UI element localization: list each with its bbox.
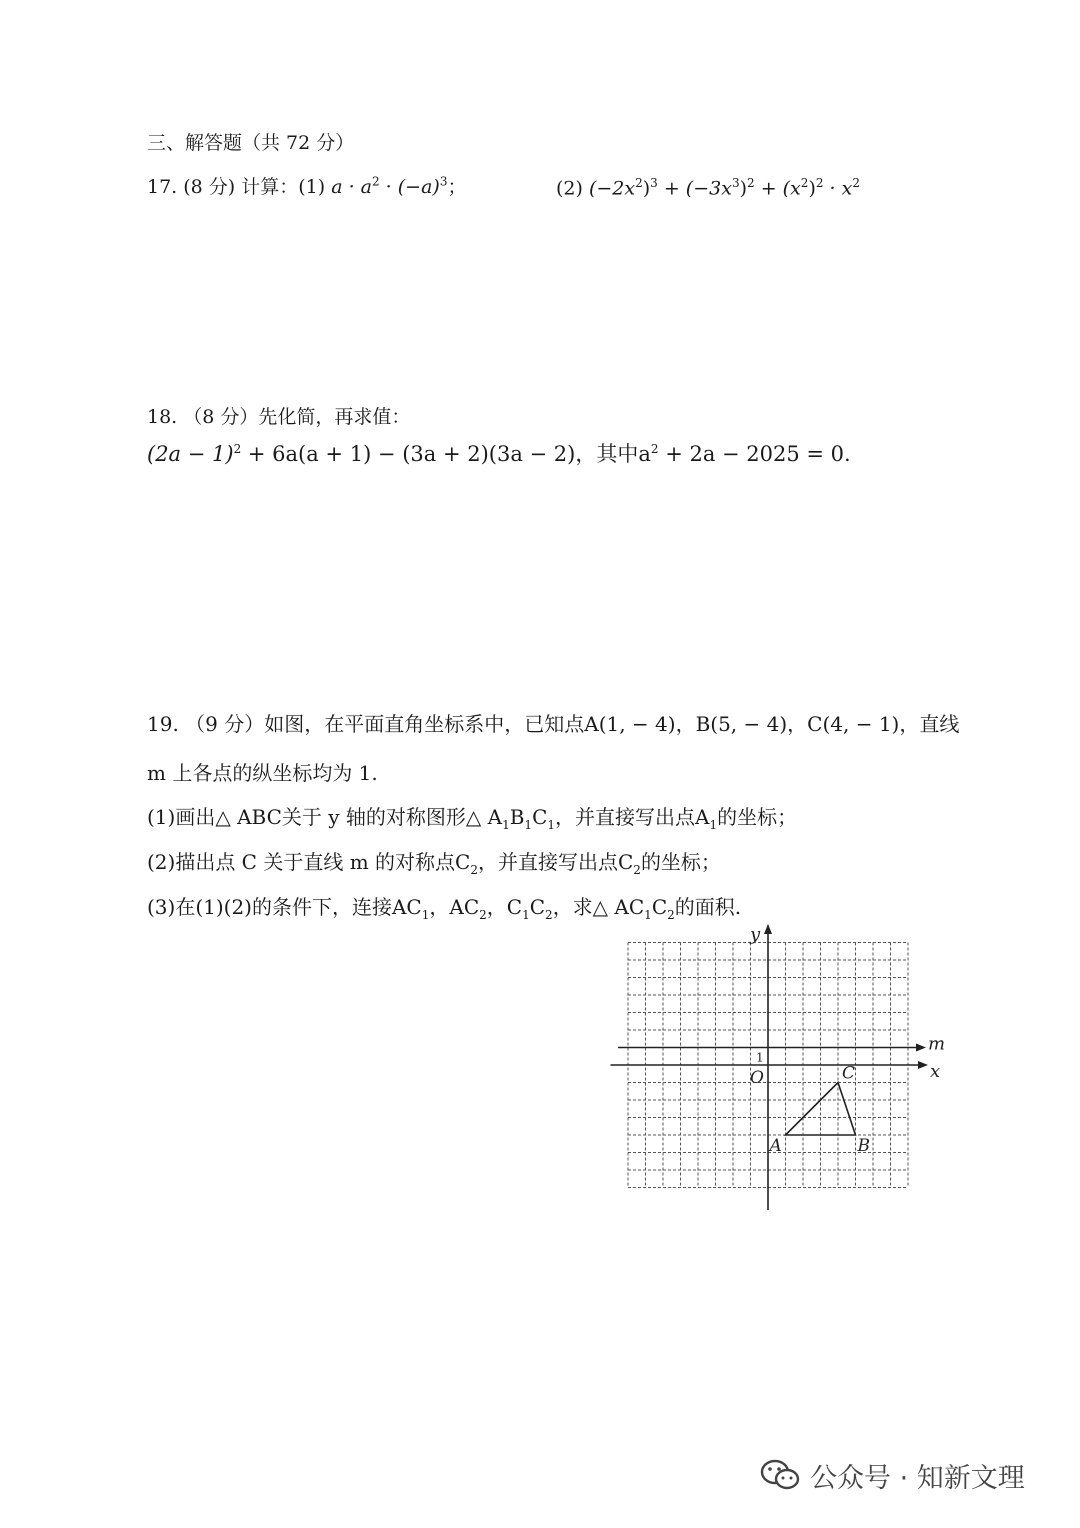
question-18-expression [147, 438, 851, 468]
question-19-sub1 [147, 801, 797, 832]
q17-term: ) [808, 177, 816, 200]
q18-expr: + 2a − 2025 = 0. [658, 442, 851, 466]
q19-sub: 2 [479, 908, 487, 922]
q17-exp: 3 [439, 174, 448, 189]
q19-text: C [529, 895, 546, 919]
q17-exp: 2 [747, 176, 755, 190]
q19-text: ，AC [429, 895, 480, 919]
q19-text: ，C [486, 895, 523, 919]
q17-exp: 2 [635, 176, 643, 190]
q19-sub: 1 [644, 908, 652, 922]
q19-text: ，求△ AC [552, 895, 645, 919]
q17-term: · x [823, 177, 853, 200]
q19-sub: 1 [547, 818, 556, 832]
q19-text: (3)在(1)(2)的条件下，连接AC [147, 895, 422, 919]
q17-part2-label: (2) [556, 177, 583, 200]
q17-term: + (x [754, 177, 801, 200]
q17-term: + (−3x [657, 177, 732, 200]
q19-sub: 2 [545, 908, 553, 922]
coordinate-grid-figure [600, 920, 950, 1210]
q19-text: ，并直接写出点C [477, 850, 634, 874]
question-19-line1: 19. （9 分）如图，在平面直角坐标系中，已知点A(1, − 4)，B(5, − 4)，C(4, − 1)，直线 [147, 712, 960, 736]
y-axis-label: y [750, 924, 761, 945]
line-m-label: m [928, 1033, 946, 1055]
question-19-line2: m 上各点的纵坐标均为 1. [147, 761, 378, 785]
x-axis-label: x [930, 1061, 941, 1082]
q18-expr: + 6a(a + 1) − (3a + 2)(3a − 2)，其中a [241, 442, 651, 466]
q19-sub: 2 [667, 908, 675, 922]
q19-text: C [651, 895, 668, 919]
q17-exp: 2 [372, 174, 380, 189]
point-c-label: C [842, 1063, 856, 1084]
question-17-part1 [147, 172, 467, 199]
q17-expr: a · a [331, 176, 372, 198]
q17-exp: 3 [650, 176, 658, 190]
question-17-part2 [556, 176, 860, 199]
tick-label-1: 1 [756, 1050, 764, 1065]
q19-text: B [509, 805, 525, 829]
q17-term: (−2x [588, 177, 636, 200]
q17-term: ) [642, 177, 651, 200]
wechat-icon [760, 1458, 800, 1492]
q18-exp: 2 [233, 442, 242, 456]
q19-sub: 2 [470, 863, 478, 877]
q19-text: (2)描出点 C 关于直线 m 的对称点C [147, 850, 471, 874]
q19-text: C [532, 805, 548, 829]
q19-sub: 1 [522, 908, 530, 922]
x-axis-arrow-icon [918, 1061, 928, 1069]
footer-text: 公众号 · 知新文理 [810, 1462, 1025, 1494]
question-19-sub3 [147, 891, 741, 922]
y-axis-arrow-icon [764, 924, 772, 934]
q17-expr: · (−a) [379, 176, 440, 198]
q17-exp: 3 [731, 176, 740, 190]
q19-text: (1)画出△ ABC关于 y 轴的对称图形△ A [147, 805, 503, 829]
q19-sub: 2 [633, 863, 641, 877]
question-17-label: 17. (8 分) 计算： [147, 176, 299, 198]
question-18-label: 18. （8 分）先化简，再求值： [147, 406, 411, 428]
footer-watermark [760, 1450, 1060, 1500]
origin-label: O [750, 1068, 764, 1088]
line-m-arrow-icon [916, 1044, 926, 1052]
q19-sub: 1 [524, 818, 533, 832]
q19-sub: 1 [709, 818, 718, 832]
q18-exp: 2 [650, 442, 659, 456]
q19-text: 的坐标； [717, 805, 798, 829]
q19-text: ，并直接写出点A [555, 805, 710, 829]
q17-term: ) [739, 177, 748, 200]
q17-part1-label: (1) [298, 176, 326, 198]
point-a-label: A [769, 1136, 782, 1156]
q17-exp: 2 [815, 176, 824, 190]
q17-punct: ； [447, 176, 467, 198]
q19-sub: 1 [502, 818, 510, 832]
q19-text: 的面积. [674, 895, 742, 919]
q17-exp: 2 [852, 176, 860, 190]
q19-text: 的坐标； [640, 850, 721, 874]
question-19-sub2 [147, 846, 721, 877]
q19-sub: 1 [421, 908, 430, 922]
q18-expr: (2a − 1) [147, 442, 234, 466]
section-title: 三、解答题（共 72 分） [147, 132, 355, 154]
q17-exp: 2 [800, 176, 809, 190]
point-b-label: B [857, 1136, 870, 1156]
